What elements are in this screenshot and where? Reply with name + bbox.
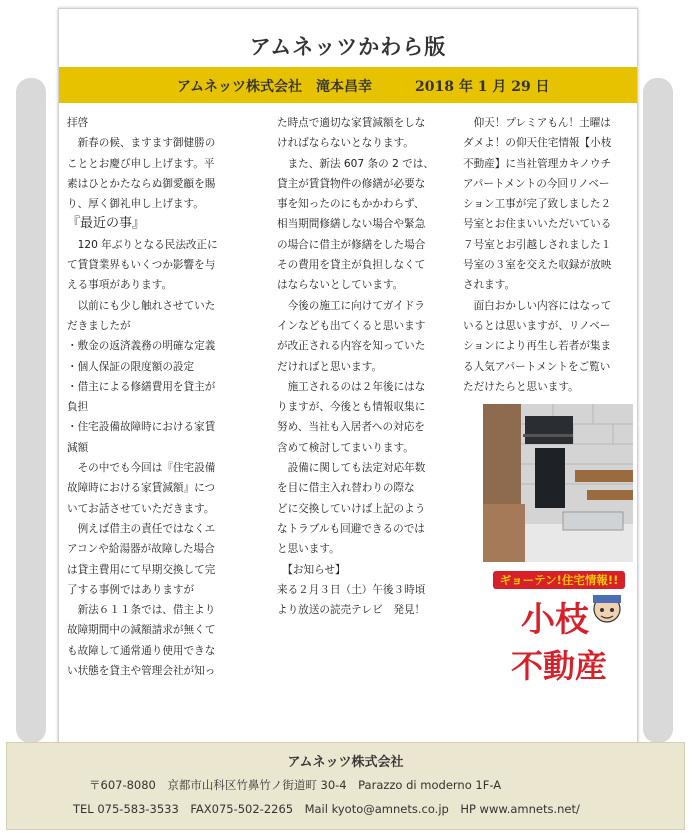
text-line: どに交換していけば上記のよう xyxy=(277,502,426,515)
text-line: 拝啓 xyxy=(67,117,89,129)
text-line: 面白おかしい内容にはなって xyxy=(463,299,612,312)
koeda-fudousan-logo xyxy=(489,569,629,689)
text-line: 今後の施工に向けてガイドラ xyxy=(277,299,425,312)
text-line: ダメよ！の仰天住宅情報【小枝 xyxy=(463,137,612,150)
bullet-line: ・敷金の返済義務の明確な定義 xyxy=(67,340,216,353)
article-column-2 xyxy=(277,113,455,620)
text-line: 故障時における家賃減額』につ xyxy=(67,482,216,495)
bullet-line: ・借主による修繕費用を貸主が xyxy=(67,380,216,393)
text-line: こととお慶び申し上げます。平 xyxy=(67,157,215,170)
text-line: は貸主費用にて早期交換して完 xyxy=(67,563,216,576)
tv-program-logo xyxy=(489,569,629,689)
text-line: 号室の３室を交えた収録が放映 xyxy=(463,259,612,272)
company-author: アムネッツ株式会社 滝本昌幸 xyxy=(177,79,373,95)
text-line: 施工されるのは２年後にはな xyxy=(277,380,426,393)
text-line: 負担 xyxy=(67,401,89,414)
text-line: を目に借主入れ替わりの際な xyxy=(277,482,415,495)
apartment-interior-photo xyxy=(483,404,633,562)
text-line: 120 年ぶりとなる民法改正に xyxy=(67,238,218,251)
text-line: その費用を貸主が負担しなくて xyxy=(277,259,426,272)
text-line: た時点で適切な家賃減額をしな xyxy=(277,117,426,129)
text-line: 号室とお住まいいただいている xyxy=(463,218,612,231)
text-line: 新法６１１条では、借主より xyxy=(67,604,216,617)
text-line: 例えば借主の責任ではなくエ xyxy=(67,522,216,535)
header-band xyxy=(59,67,637,103)
logo-line-2: 不動産 xyxy=(510,647,608,685)
text-line: も故障して通常通り使用できな xyxy=(67,644,216,657)
section-heading: 『最近の事』 xyxy=(67,216,146,232)
footer-address: 〒607-8080 京都市山科区竹鼻竹ノ街道町 30-4 Parazzo di moderno 1F-A xyxy=(89,778,502,792)
text-line: 含めて検討してまいります。 xyxy=(277,441,414,454)
text-line: 努め、当社も入居者への対応を xyxy=(277,421,425,434)
text-line: より放送の読売テレビ 発見！ xyxy=(277,604,426,617)
logo-banner-text: ギョーテン!住宅情報!! xyxy=(499,573,619,587)
text-line: 貸主が賃貸物件の修繕が必要な xyxy=(277,177,426,190)
text-line: いるとは思いますが、リノベー xyxy=(463,319,611,332)
text-line: て賃貸業界もいくつか影響を与 xyxy=(67,259,216,272)
bullet-line: ・個人保証の限度額の設定 xyxy=(67,360,195,373)
newsletter-title: アムネッツかわら版 xyxy=(249,34,447,59)
interior-illustration xyxy=(483,404,633,562)
footer-company-name: アムネッツ株式会社 xyxy=(287,755,404,770)
text-line: 素はひとかたならぬ御愛顧を賜 xyxy=(67,177,216,190)
text-line: の場合に借主が修繕をした場合 xyxy=(277,238,426,251)
text-line: が改正される内容を知っていた xyxy=(277,340,426,353)
text-line: り、厚く御礼申し上げます。 xyxy=(67,198,204,211)
right-decorative-bar xyxy=(643,78,673,743)
left-decorative-bar xyxy=(16,78,46,743)
text-line: また、新法 607 条の 2 では、 xyxy=(277,157,434,170)
text-line: い状態を貸主や管理会社が知っ xyxy=(67,665,216,678)
text-line: はならないとしています。 xyxy=(277,279,404,292)
text-line: ションにより再生し若者が集ま xyxy=(463,340,612,353)
newsletter-page xyxy=(58,8,638,750)
text-line: 故障期間中の減額請求が無くて xyxy=(67,624,216,637)
text-line: だければと思います。 xyxy=(277,360,383,373)
text-line: その中でも今回は『住宅設備 xyxy=(67,462,216,475)
notice-heading: 【お知らせ】 xyxy=(277,563,346,576)
text-line: アパートメントの今回リノベー xyxy=(463,177,610,190)
text-line: える事項があります。 xyxy=(67,279,173,292)
text-line: ければならないとなります。 xyxy=(277,137,414,150)
text-line: 相当期間修繕しない場合や緊急 xyxy=(277,218,426,231)
text-line: ７号室とお引越しされました１ xyxy=(463,238,612,251)
text-line: ション工事が完了致しました２ xyxy=(463,198,612,211)
text-line: いてお話させていただきます。 xyxy=(67,502,215,515)
text-line: されます。 xyxy=(463,279,516,292)
text-line: だきましたが xyxy=(67,319,131,332)
text-line: 新春の候、ますます御健勝の xyxy=(67,137,216,150)
text-line: なトラブルも回避できるのでは xyxy=(277,522,425,535)
text-line: ただけたらと思います。 xyxy=(463,380,579,393)
bullet-line: ・住宅設備故障時における家賃 xyxy=(67,421,216,434)
text-line: 仰天！プレミアもん！土曜は xyxy=(463,117,611,129)
text-line: りますが、今後とも情報収集に xyxy=(277,401,426,414)
article-column-1 xyxy=(67,113,245,681)
text-line: インなども出てくると思います xyxy=(277,319,426,332)
logo-line-1: 小枝 xyxy=(521,600,589,640)
text-line: と思います。 xyxy=(277,543,340,556)
footer-contact: TEL 075-583-3533 FAX075-502-2265 Mail kyoto@amnets.co.jp HP www.amnets.net/ xyxy=(73,802,580,816)
text-line: る人気アパートメントをご覧い xyxy=(463,360,611,373)
text-line: 設備に関しても法定対応年数 xyxy=(277,462,426,475)
text-line: 減額 xyxy=(67,441,89,454)
text-line: 不動産】に当社管理カキノウチ xyxy=(463,157,612,170)
article-column-3 xyxy=(463,113,631,397)
text-line: 事を知ったのにもかかわらず、 xyxy=(277,198,425,211)
text-line: アコンや給湯器が故障した場合 xyxy=(67,543,215,556)
text-line: 以前にも少し触れさせていた xyxy=(67,299,216,312)
text-line: 了する事例ではありますが xyxy=(67,583,195,596)
issue-date: 2018 年 1 月 29 日 xyxy=(415,79,550,95)
text-line: 来る２月３日（土）午後３時頃 xyxy=(277,583,426,596)
footer xyxy=(6,742,685,830)
